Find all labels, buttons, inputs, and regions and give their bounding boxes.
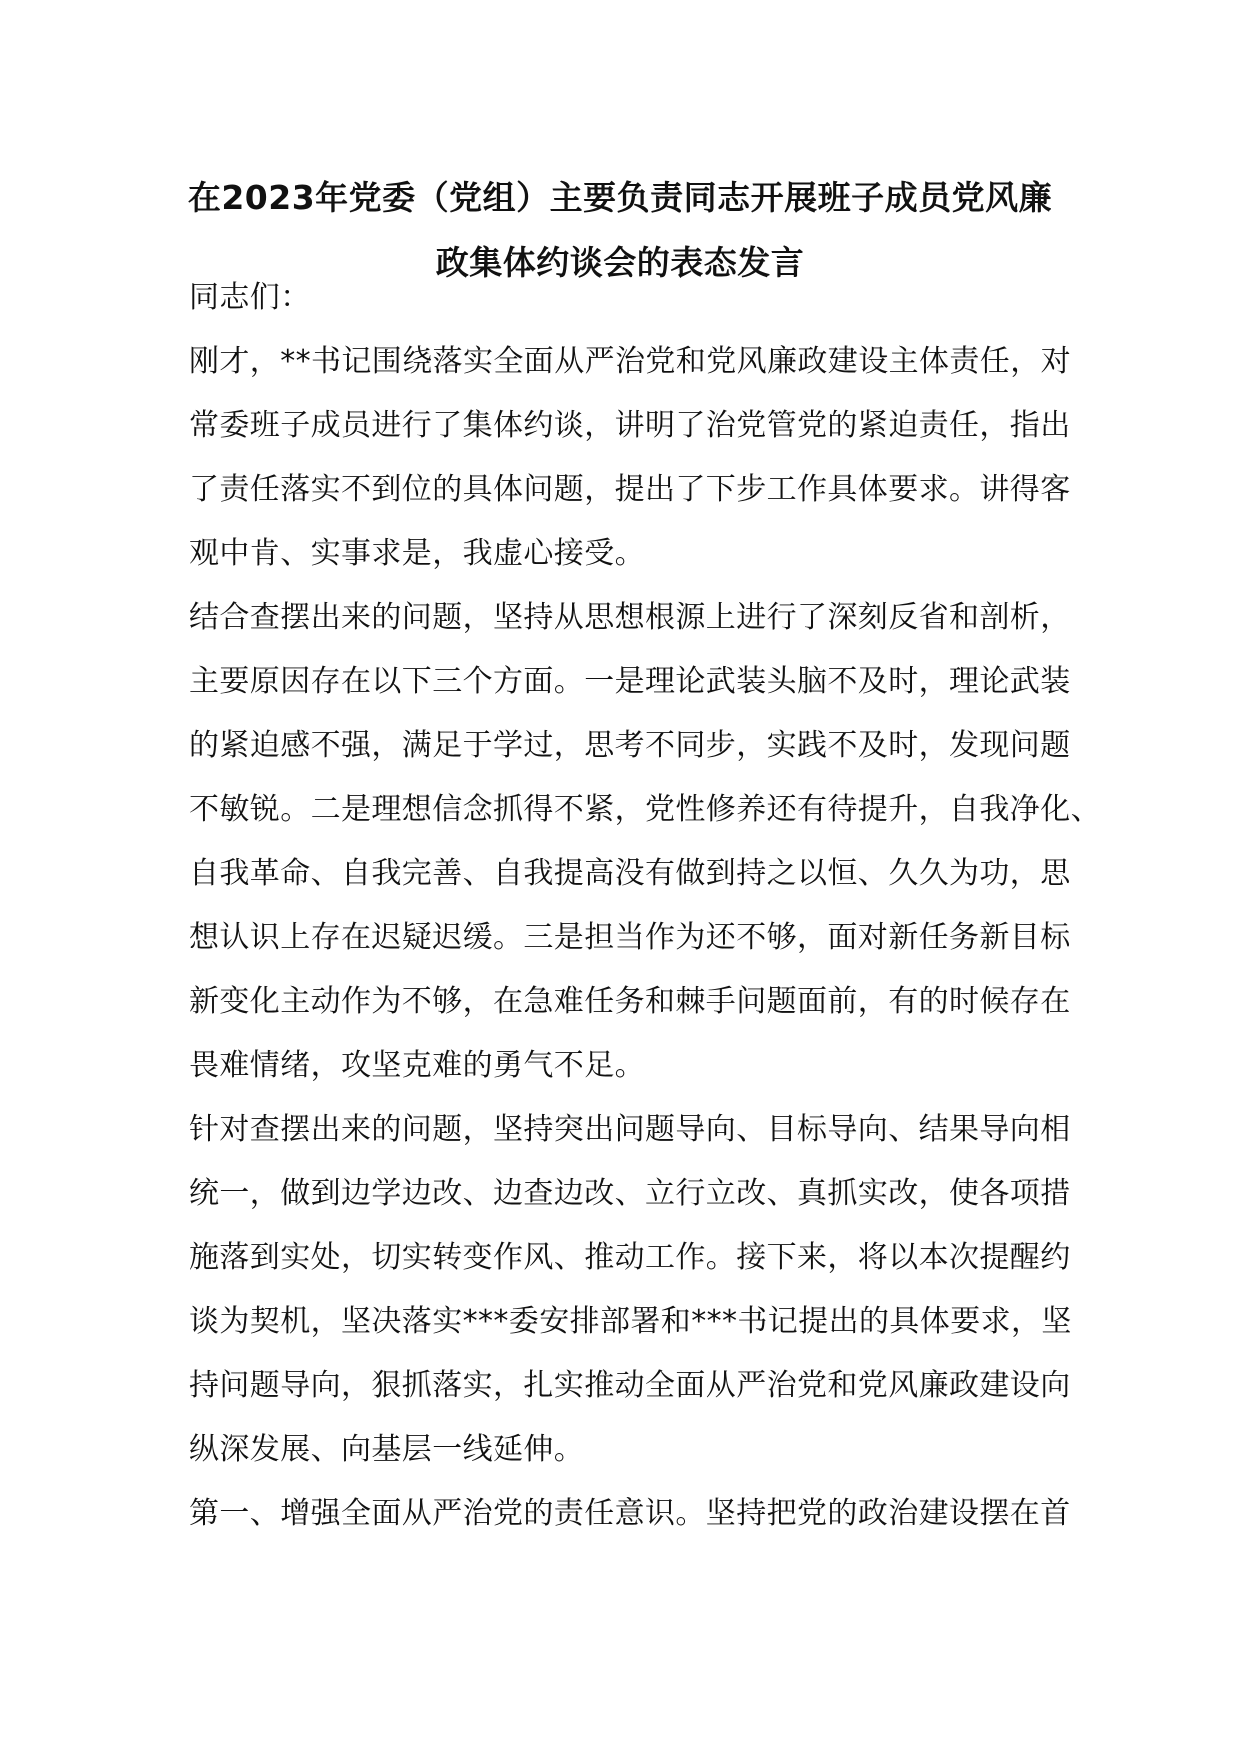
body-line: 主要原因存在以下三个方面。一是理论武装头脑不及时，理论武装 <box>189 664 1071 699</box>
body-line: 施落到实处，切实转变作风、推动工作。接下来，将以本次提醒约 <box>189 1240 1071 1275</box>
body-line: 想认识上存在迟疑迟缓。三是担当作为还不够，面对新任务新目标 <box>189 920 1071 955</box>
body-line: 了责任落实不到位的具体问题，提出了下步工作具体要求。讲得客 <box>189 472 1071 507</box>
body-line: 统一，做到边学边改、边查边改、立行立改、真抓实改，使各项措 <box>189 1176 1071 1211</box>
body-line: 新变化主动作为不够，在急难任务和棘手问题面前，有的时候存在 <box>189 984 1071 1019</box>
body-line: 的紧迫感不强，满足于学过，思考不同步，实践不及时，发现问题 <box>189 728 1071 763</box>
body-line: 畏难情绪，攻坚克难的勇气不足。 <box>189 1048 645 1083</box>
body-line: 谈为契机，坚决落实***委安排部署和***书记提出的具体要求，坚 <box>189 1304 1072 1339</box>
body-line: 持问题导向，狠抓落实，扎实推动全面从严治党和党风廉政建设向 <box>189 1368 1071 1403</box>
body-line: 第一、增强全面从严治党的责任意识。坚持把党的政治建设摆在首 <box>189 1496 1071 1531</box>
body-line: 结合查摆出来的问题，坚持从思想根源上进行了深刻反省和剖析， <box>189 600 1071 635</box>
salutation: 同志们： <box>189 280 311 315</box>
document-title-line-2: 政集体约谈会的表态发言 <box>435 243 805 282</box>
body-line: 常委班子成员进行了集体约谈，讲明了治党管党的紧迫责任，指出 <box>189 408 1071 443</box>
body-line: 观中肯、实事求是，我虚心接受。 <box>189 536 645 571</box>
body-line: 针对查摆出来的问题，坚持突出问题导向、目标导向、结果导向相 <box>189 1112 1071 1147</box>
body-line: 不敏锐。二是理想信念抓得不紧，党性修养还有待提升，自我净化、 <box>189 792 1101 827</box>
body-line: 刚才，**书记围绕落实全面从严治党和党风廉政建设主体责任，对 <box>189 344 1071 379</box>
body-line: 纵深发展、向基层一线延伸。 <box>189 1432 585 1467</box>
document-title-line-1: 在2023年党委（党组）主要负责同志开展班子成员党风廉 <box>187 178 1053 217</box>
body-line: 自我革命、自我完善、自我提高没有做到持之以恒、久久为功，思 <box>189 856 1071 891</box>
